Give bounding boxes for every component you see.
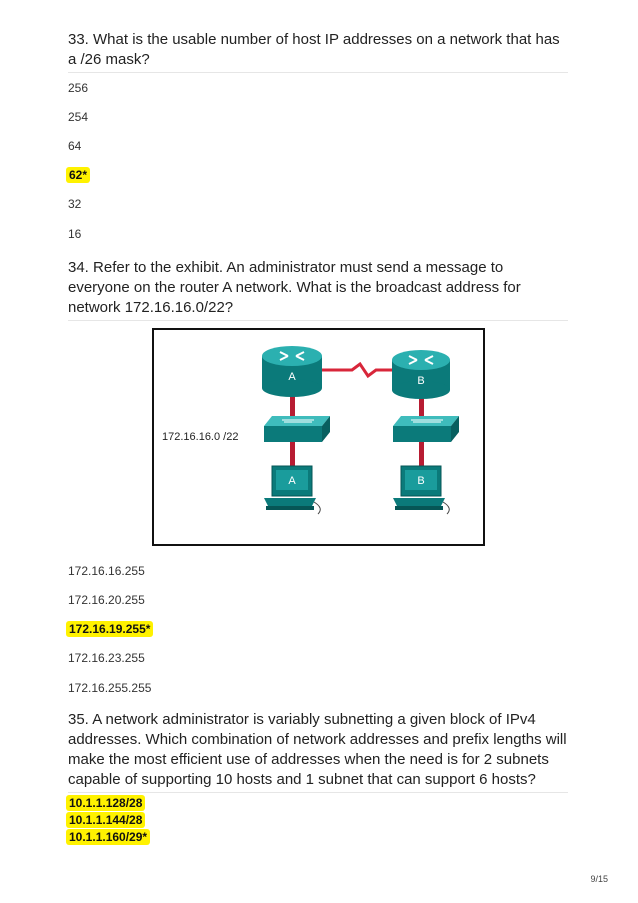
network-diagram [154,330,483,544]
q33-option-3: 64 [68,139,82,153]
answer-highlight: 10.1.1.128/28 [66,795,145,811]
answer-highlight: 10.1.1.160/29* [66,829,150,845]
switch-b-icon [393,416,459,442]
answer-highlight: 172.16.19.255* [66,621,153,637]
q34-option-3-answer [68,622,153,636]
pc-b-label: B [417,475,425,487]
question-35: 35. A network administrator is variably subnetting a given block of IPv4 addresses. Which combination of network addresses and prefix lengths will make the most efficient use of addresses when the need is for 2 subnets capable of supporting 10 hosts and 1 subnet that can support 6 hosts? [68,710,568,793]
q35-option-2 [68,813,145,827]
answer-highlight: 10.1.1.144/28 [66,812,145,828]
page-number: 9/15 [590,874,608,884]
serial-link [322,364,400,376]
network-exhibit [152,328,485,546]
q33-option-1: 256 [68,81,89,95]
answer-highlight: 62* [66,167,90,183]
link-switch-pc-b [419,442,424,468]
question-34: 34. Refer to the exhibit. An administrator must send a message to everyone on the router A network. What is the broadcast address for network 172.16.16.0/22? [68,258,568,321]
q33-option-6: 16 [68,227,82,241]
switch-a-icon [264,416,330,442]
question-33: 33. What is the usable number of host IP addresses on a network that has a /26 mask? [68,30,568,73]
q35-option-3 [68,830,150,844]
q34-option-4: 172.16.23.255 [68,651,145,665]
q34-option-5: 172.16.255.255 [68,681,152,695]
q33-option-5: 32 [68,197,82,211]
network-label: 172.16.16.0 /22 [162,431,239,443]
q33-option-4-answer [68,168,90,182]
pc-b-icon [393,466,449,514]
router-b-label: B [417,375,425,387]
pc-a-icon [264,466,320,514]
q35-option-1 [68,796,145,810]
q34-option-2: 172.16.20.255 [68,593,145,607]
q33-option-2: 254 [68,110,89,124]
router-a-label: A [288,371,296,383]
link-switch-pc-a [290,442,295,468]
pc-a-label: A [288,475,296,487]
q34-option-1: 172.16.16.255 [68,564,145,578]
